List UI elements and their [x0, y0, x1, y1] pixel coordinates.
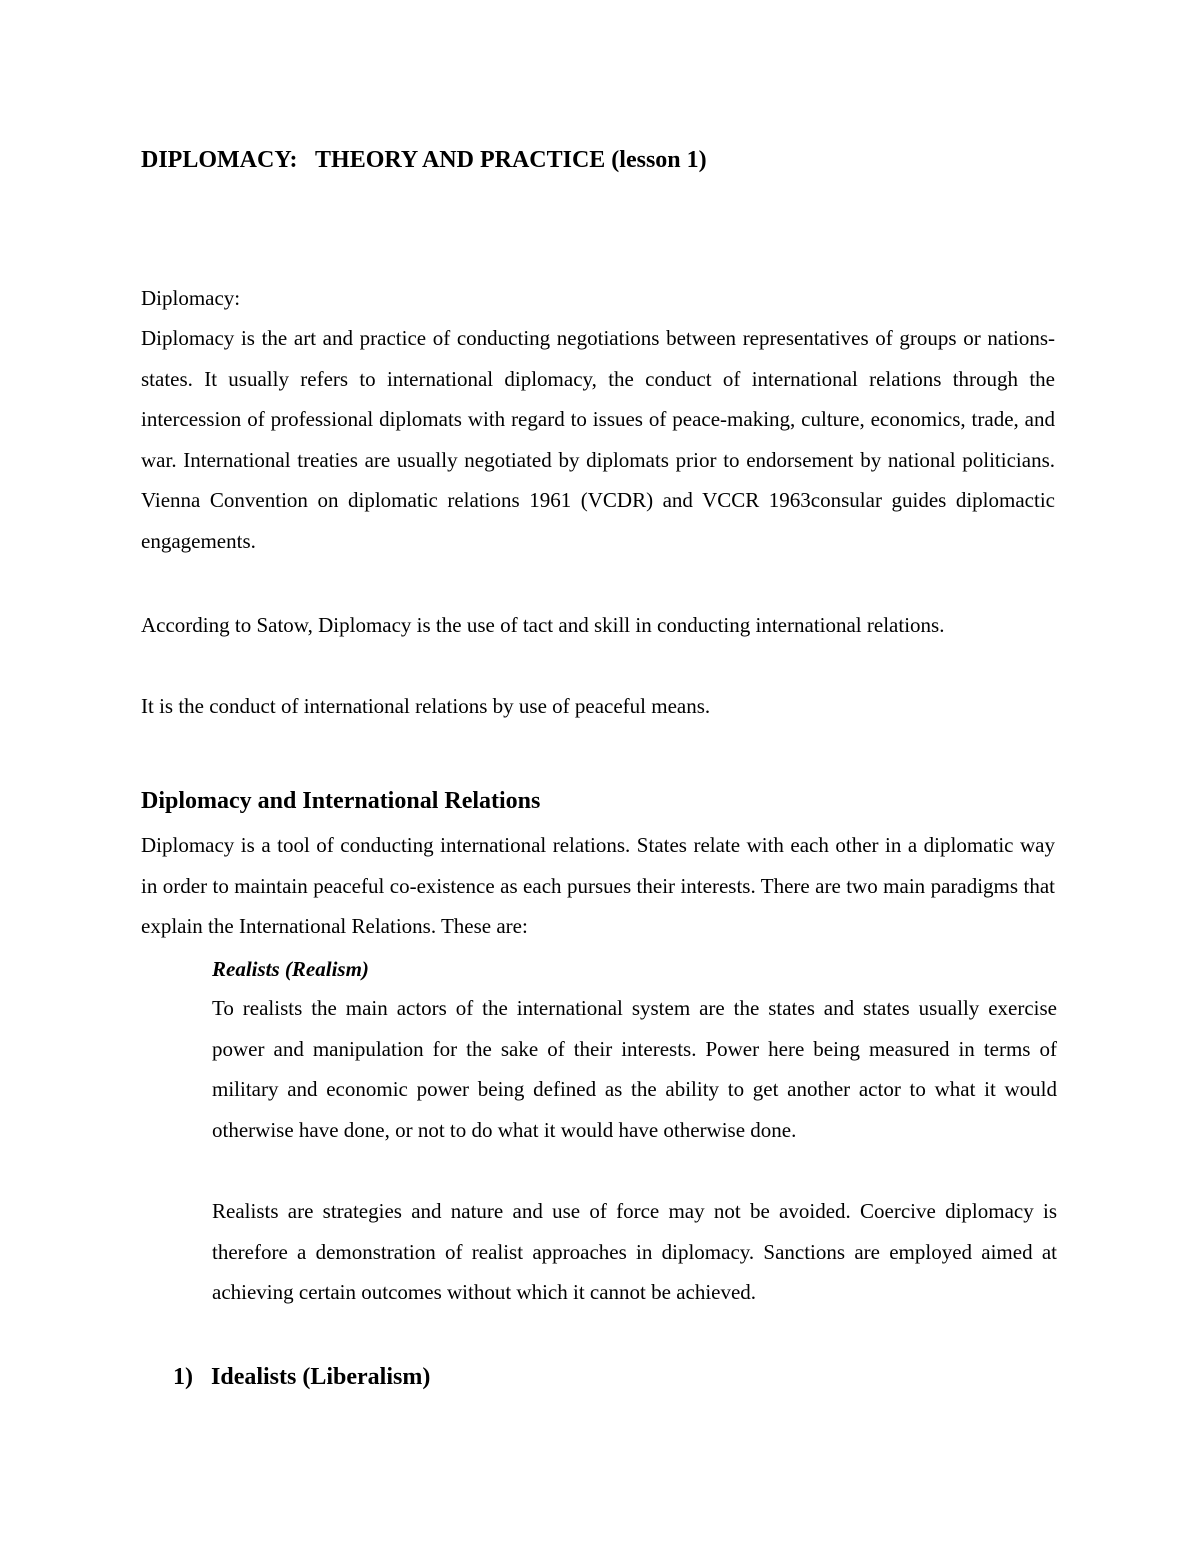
- section-paragraph: Diplomacy is a tool of conducting international relations. States relate with each other in a diplomatic way in order to maintain peaceful co-existence as each pursues their interests. There are two main paradigms that explain the International Relations. These are:: [141, 833, 1055, 939]
- definition-paragraph: Diplomacy is the art and practice of conducting negotiations between representatives of groups or nations-states. It usually refers to international diplomacy, the conduct of international relations through the intercession of professional diplomats with regard to issues of peace-making, culture, economics, trade, and war. International treaties are usually negotiated by diplomats prior to endorsement by national politicians. Vienna Convention on diplomatic relations 1961 (VCDR) and VCCR 1963consular guides diplomactic engagements.: [141, 326, 1055, 553]
- section-heading: Diplomacy and International Relations: [141, 788, 541, 814]
- diplomacy-label: Diplomacy:: [141, 286, 241, 310]
- idealists-heading-text: Idealists (Liberalism): [211, 1364, 431, 1390]
- document-title: DIPLOMACY: THEORY AND PRACTICE (lesson 1): [141, 147, 707, 173]
- realists-paragraph-1: To realists the main actors of the international system are the states and states usually exercise power and manipulation for the sake of their interests. Power here being measured in terms of military and economic power being defined as the ability to get another actor to what it would otherwise have done, or not to do what it would have otherwise done.: [212, 996, 1057, 1142]
- realists-paragraph-2: Realists are strategies and nature and use of force may not be avoided. Coercive diplomacy is therefore a demonstration of realist approaches in diplomacy. Sanctions are employed aimed at achieving certain outcomes without which it cannot be achieved.: [212, 1199, 1057, 1305]
- peaceful-means-paragraph: It is the conduct of international relations by use of peaceful means.: [141, 694, 711, 718]
- realists-heading: Realists (Realism): [212, 957, 369, 981]
- list-number: 1): [173, 1364, 193, 1390]
- idealists-heading: [173, 1357, 430, 1397]
- satow-paragraph: According to Satow, Diplomacy is the use of tact and skill in conducting international relations.: [141, 613, 945, 637]
